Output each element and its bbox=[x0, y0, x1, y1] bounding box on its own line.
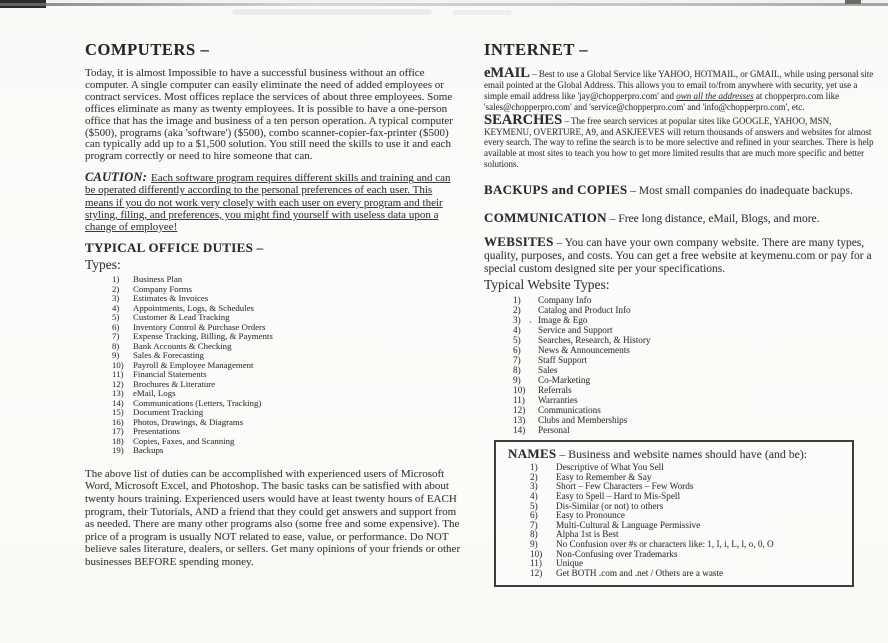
caution-paragraph bbox=[85, 171, 461, 233]
list-item: 1) Descriptive of What You Sell bbox=[530, 462, 664, 473]
website-types-list bbox=[484, 295, 874, 435]
list-item: 10) Payroll & Employee Management bbox=[112, 359, 254, 370]
scan-smudge-artifact bbox=[232, 9, 432, 15]
list-item: 9) Co-Marketing bbox=[513, 375, 591, 386]
communication-term: COMMUNICATION bbox=[484, 210, 607, 226]
computers-closing-paragraph: The above list of duties can be accomplished with experienced users of Microsoft Word, Microsoft Excel, and Photoshop. The basic tasks can be satisfied with about twenty hours training. Experienced users would have at least twenty hours of EACH program, their Tutorials, AND a friend that they could get answers and support from as needed. There are many other programs also (some free and some expensive). The price of a program is usually NOT related to ease, value, or performance. Do NOT believe sales literature, dealers, or sellers. Get many opinions of your friends or other businesses BEFORE spending money. bbox=[85, 467, 461, 568]
list-item: 2) Company Forms bbox=[112, 283, 192, 294]
list-item: 4) Appointments, Logs, & Schedules bbox=[112, 302, 254, 313]
backups-paragraph bbox=[484, 183, 874, 198]
list-item: 3) Estimates & Invoices bbox=[112, 293, 209, 304]
list-item: 1) Company Info bbox=[513, 295, 592, 306]
list-item: 2) Catalog and Product Info bbox=[513, 305, 631, 316]
searches-text: The free search services at popular sites like GOOGLE, YAHOO, MSN, KEYMENU, OVERTURE, A9, and ASKJEEVES will return thousands of answers and websites for almost every search. The way to refine the search is to be more selective and refined in your searches. There is help available at most sites to teach you how to get more limited results that are much more specific and better solutions. bbox=[484, 115, 874, 170]
list-item: 4) Service and Support bbox=[513, 325, 613, 336]
office-duties-list bbox=[85, 275, 461, 456]
communication-paragraph bbox=[484, 211, 874, 226]
list-item: 11) Warranties bbox=[513, 395, 578, 406]
dash-separator: – bbox=[627, 185, 639, 198]
scan-smudge-artifact bbox=[452, 10, 512, 15]
list-item: 6) Easy to Pronounce bbox=[530, 510, 625, 521]
list-item: 12) Get BOTH .com and .net / Others are a waste bbox=[530, 567, 724, 578]
list-item: 13) Clubs and Memberships bbox=[513, 415, 628, 426]
scan-edge-line-artifact bbox=[0, 3, 888, 6]
list-item: 3) Image & Ego bbox=[513, 315, 588, 326]
email-text-underlined: own all the addresses bbox=[676, 90, 754, 101]
searches-term: SEARCHES bbox=[484, 111, 563, 128]
list-item: 6) News & Announcements bbox=[513, 345, 630, 356]
website-types-subtitle: Typical Website Types: bbox=[484, 277, 610, 293]
list-item: 5) Customer & Lead Tracking bbox=[112, 312, 230, 323]
list-item: 5) Dis-Similar (or not) to others bbox=[530, 500, 664, 511]
names-box bbox=[494, 440, 854, 587]
list-item: 12) Brochures & Literature bbox=[112, 378, 216, 389]
names-title bbox=[508, 446, 844, 462]
list-item: 10) Non-Confusing over Trademarks bbox=[530, 548, 678, 559]
scan-stray-mark-artifact: ` bbox=[529, 320, 532, 330]
list-item: 18) Copies, Faxes, and Scanning bbox=[112, 435, 235, 446]
email-paragraph bbox=[484, 65, 874, 113]
dash-separator: – bbox=[553, 237, 565, 250]
dash-separator: – bbox=[606, 213, 619, 226]
searches-paragraph bbox=[484, 111, 874, 171]
list-item: 10) Referrals bbox=[513, 385, 572, 396]
list-item: 11) Unique bbox=[530, 558, 584, 569]
list-item: 1) Business Plan bbox=[112, 274, 183, 285]
list-item: 4) Easy to Spell – Hard to Mis-Spell bbox=[530, 490, 681, 501]
list-item: 16) Photos, Drawings, & Diagrams bbox=[112, 416, 244, 427]
list-item: 19) Backups bbox=[112, 445, 164, 456]
internet-title: INTERNET – bbox=[484, 40, 589, 59]
names-term: NAMES bbox=[508, 446, 557, 462]
list-item: 8) Alpha 1st is Best bbox=[530, 529, 619, 540]
list-item: 11) Financial Statements bbox=[112, 369, 207, 380]
list-item: 3) Short – Few Characters – Few Words bbox=[530, 481, 694, 492]
office-duties-subtitle: Types: bbox=[85, 257, 121, 273]
list-item: 14) Personal bbox=[513, 425, 570, 436]
names-list bbox=[508, 463, 844, 578]
websites-paragraph bbox=[484, 235, 874, 276]
websites-text: You can have your own company website. There are many types, quality, purposes, and costs. You can get a free website at keymenu.com or pay for a special custom designed site per your specifications. bbox=[484, 237, 872, 276]
computers-intro-paragraph: Today, it is almost Impossible to have a successful business without an office computer. A single computer can easily eliminate the need of added employees or contract services. Most offices replace the services of about three employees. Some offices eliminate as many as twenty employees. It is possible to have a one-person office that has the image and business of a ten person operation. A typical computer ($500), programs (aka 'software') ($500), combo scanner-copier-fax-printer ($500) can typically add up to a $1,500 solution. You still need the skills to use it and each program correctly or need to hire someone that can. bbox=[85, 67, 453, 163]
dash-separator: – bbox=[529, 69, 539, 79]
list-item: 7) Staff Support bbox=[513, 355, 588, 366]
email-text-post: at chopperpro.com like 'sales@chopperpro.com' and 'service@chopperpro.com' and 'info@chopperpro.com', etc. bbox=[484, 90, 840, 112]
list-item: 14) Communications (Letters, Tracking) bbox=[112, 397, 262, 408]
computers-section bbox=[85, 40, 461, 569]
computers-title: COMPUTERS – bbox=[85, 40, 210, 59]
list-item: 9) Sales & Forecasting bbox=[112, 350, 204, 361]
caution-label: CAUTION: bbox=[85, 170, 148, 185]
list-item: 7) Multi-Cultural & Language Permissive bbox=[530, 519, 701, 530]
list-item: 6) Inventory Control & Purchase Orders bbox=[112, 321, 266, 332]
scan-edge-right-artifact bbox=[845, 0, 861, 4]
email-text-pre: Best to use a Global Service like YAHOO, HOTMAIL, or GMAIL, while using personal site email pointed at the Global Address. This allows you to email to/from anywhere with security, yet use a simple email address like 'jay@chopperpro.com' and bbox=[484, 69, 874, 101]
list-item: 12) Communications bbox=[513, 405, 601, 416]
backups-text: Most small companies do inadequate backups. bbox=[638, 185, 853, 198]
websites-term: WEBSITES bbox=[484, 234, 554, 250]
email-term: eMAIL bbox=[484, 65, 530, 81]
list-item: 7) Expense Tracking, Billing, & Payments bbox=[112, 331, 273, 342]
list-item: 2) Easy to Remember & Say bbox=[530, 471, 652, 482]
office-duties-title: TYPICAL OFFICE DUTIES – bbox=[85, 240, 264, 256]
backups-term: BACKUPS and COPIES bbox=[484, 182, 628, 198]
internet-section bbox=[484, 40, 874, 587]
list-item: 17) Presentations bbox=[112, 426, 180, 437]
communication-text: Free long distance, eMail, Blogs, and more. bbox=[618, 213, 820, 226]
list-item: 8) Bank Accounts & Checking bbox=[112, 340, 232, 351]
list-item: 9) No Confusion over #s or characters like: 1, I, i, L, l, o, 0, O bbox=[530, 538, 774, 549]
caution-text: Each software program requires different skills and training and can be operated differently according to the personal preferences of each user. This means if you do not work very closely with each user on every program and their styling, filing, and preferences, you might find yourself with useless data upon a change of employee! bbox=[85, 172, 451, 234]
dash-separator: – bbox=[556, 447, 569, 462]
list-item: 8) Sales bbox=[513, 365, 558, 376]
list-item: 13) eMail, Logs bbox=[112, 388, 176, 399]
list-item: 5) Searches, Research, & History bbox=[513, 335, 651, 346]
dash-separator: – bbox=[562, 115, 572, 126]
names-text: Business and website names should have (and be): bbox=[568, 447, 808, 462]
list-item: 15) Document Tracking bbox=[112, 407, 204, 418]
